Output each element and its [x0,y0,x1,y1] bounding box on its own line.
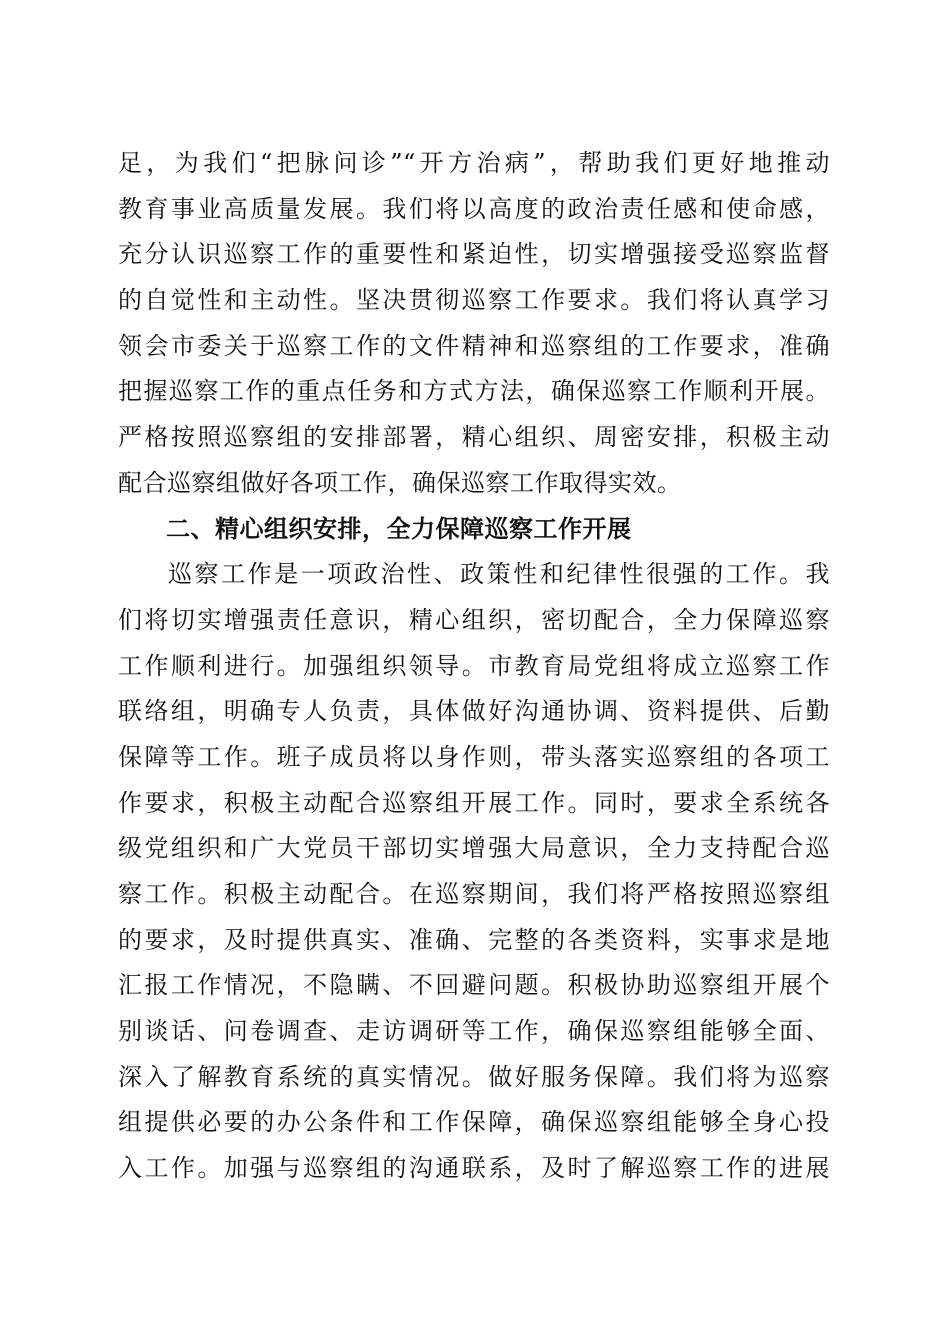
paragraph-line: 入工作。加强与巡察组的沟通联系，及时了解巡察工作的进展 [118,1154,830,1183]
paragraph-line: 充分认识巡察工作的重要性和紧迫性，切实增强接受巡察监督 [118,240,830,269]
paragraph-line: 们将切实增强责任意识，精心组织，密切配合，全力保障巡察 [118,605,830,634]
paragraph-line: 巡察工作是一项政治性、政策性和纪律性很强的工作。我 [168,560,830,589]
paragraph-line: 的要求，及时提供真实、准确、完整的各类资料，实事求是地 [118,925,830,954]
paragraph-line: 教育事业高质量发展。我们将以高度的政治责任感和使命感， [118,194,830,223]
paragraph-line: 作要求，积极主动配合巡察组开展工作。同时，要求全系统各 [118,788,830,817]
paragraph-line: 深入了解教育系统的真实情况。做好服务保障。我们将为巡察 [118,1062,830,1091]
paragraph-line: 组提供必要的办公条件和工作保障，确保巡察组能够全身心投 [118,1108,830,1137]
paragraph-line: 把握巡察工作的重点任务和方式方法，确保巡察工作顺利开展。 [118,377,830,406]
paragraph-line: 严格按照巡察组的安排部署，精心组织、周密安排，积极主动 [118,423,830,452]
paragraph-line: 察工作。积极主动配合。在巡察期间，我们将严格按照巡察组 [118,880,830,908]
paragraph-line: 的自觉性和主动性。坚决贯彻巡察工作要求。我们将认真学习 [118,286,830,315]
paragraph-line: 配合巡察组做好各项工作，确保巡察工作取得实效。 [118,468,682,497]
paragraph-line: 汇报工作情况，不隐瞒、不回避问题。积极协助巡察组开展个 [118,971,830,1000]
section-heading: 二、精心组织安排，全力保障巡察工作开展 [166,514,632,543]
paragraph-line: 联络组，明确专人负责，具体做好沟通协调、资料提供、后勤 [118,697,830,726]
document-body [118,141,830,1192]
paragraph-line: 足，为我们“把脉问诊”“开方治病”，帮助我们更好地推动 [118,149,830,177]
paragraph-line: 工作顺利进行。加强组织领导。市教育局党组将成立巡察工作 [118,651,830,680]
paragraph-line: 级党组织和广大党员干部切实增强大局意识，全力支持配合巡 [118,834,830,863]
paragraph-line: 保障等工作。班子成员将以身作则，带头落实巡察组的各项工 [118,742,830,771]
paragraph-line: 领会市委关于巡察工作的文件精神和巡察组的工作要求，准确 [118,331,830,360]
paragraph-line: 别谈话、问卷调查、走访调研等工作，确保巡察组能够全面、 [118,1017,830,1046]
